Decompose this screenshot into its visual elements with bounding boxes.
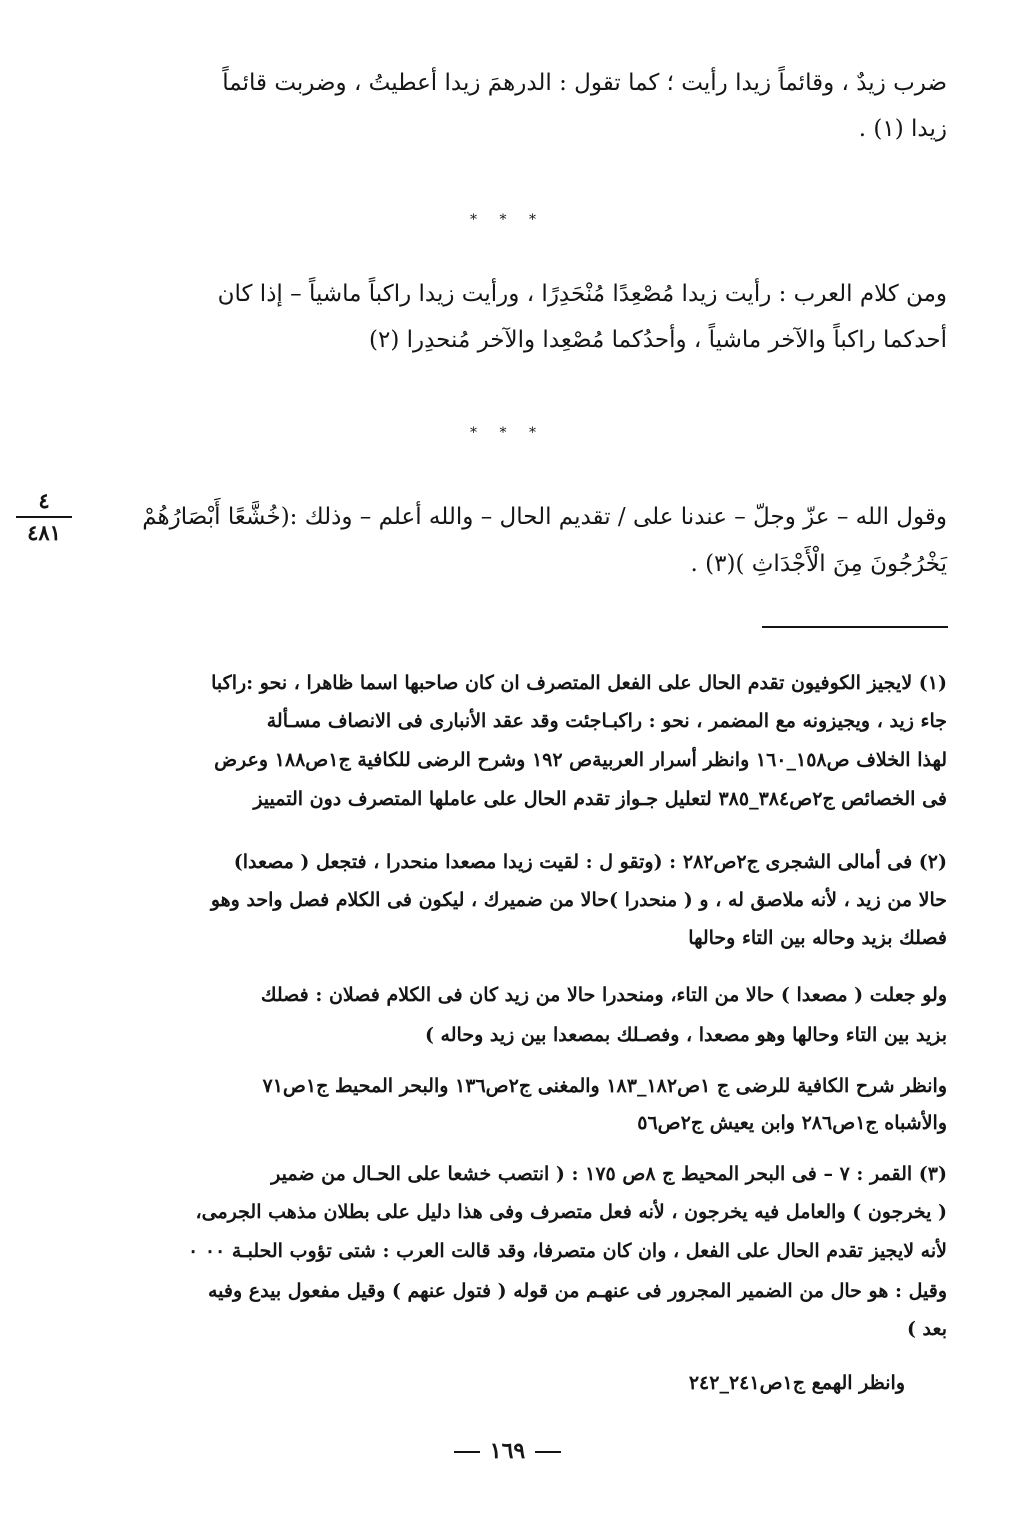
- main-text-line: أحدكما راكباً والآخر ماشياً ، وأحدُكما مُصْعِدا والآخر مُنحدِرا (٢): [368, 327, 947, 353]
- footnote-line: بزيد بين التاء وحالها وهو مصعدا ، وفصـلك بمصعدا بين زيد وحاله ): [424, 1024, 947, 1046]
- footnote-line: لهذا الخلاف ص١٥٨_١٦٠ وانظر أسرار العربيةص ١٩٢ وشرح الرضى للكافية ج١ص١٨٨ وعرض: [214, 749, 947, 771]
- margin-ref-divider: [16, 516, 72, 518]
- main-text-line: زيدا (١) .: [858, 116, 947, 142]
- footnote-line: والأشباه ج١ص٢٨٦ وابن يعيش ج٢ص٥٦: [637, 1112, 947, 1134]
- footnote-line: (٢) فى أمالى الشجرى ج٢ص٢٨٢ : (وتقو ل : لقيت زيدا مصعدا منحدرا ، فتجعل ( مصعدا): [233, 851, 947, 873]
- page-number-value: ١٦٩: [489, 1438, 526, 1464]
- page-number-dash: [454, 1451, 480, 1453]
- margin-ref-top: ٤: [38, 488, 50, 513]
- footnote-separator-rule: [762, 626, 948, 628]
- footnote-line: (١) لايجيز الكوفيون تقدم الحال على الفعل المتصرف ان كان صاحبها اسما ظاهرا ، نحو :راكبا: [211, 672, 947, 694]
- footnote-line: جاء زيد ، ويجيزونه مع المضمر ، نحو : راكبـاجئت وقد عقد الأنبارى فى الانصاف مسـألة: [266, 710, 947, 732]
- page-number-dash: [535, 1451, 561, 1453]
- footnote-line: وانظر شرح الكافية للرضى ج ١ص١٨٢_١٨٣ والمغنى ج٢ص١٣٦ والبحر المحيط ج١ص٧١: [262, 1075, 947, 1097]
- main-text-line: ومن كلام العرب : رأيت زيدا مُصْعِدًا مُنْحَدِرًا ، ورأيت زيدا راكباً ماشياً – إذا كان: [217, 281, 947, 307]
- footnote-line: لأنه لايجيز تقدم الحال على الفعل ، وان كان متصرفا، وقد قالت العرب : شتى تؤوب الحلبـة ٠٠ ٠: [187, 1240, 947, 1262]
- footnote-line: فى الخصائص ج٢ص٣٨٤_٣٨٥ لتعليل جـواز تقدم الحال على عاملها المتصرف دون التمييز: [253, 788, 947, 810]
- footnote-line: ولو جعلت ( مصعدا ) حالا من التاء، ومنحدرا حالا من زيد كان فى الكلام فصلان : فصلك: [260, 984, 947, 1006]
- footnote-line: ( يخرجون ) والعامل فيه يخرجون ، لأنه فعل متصرف وفى هذا دليل على بطلان مذهب الجرمى،: [195, 1201, 947, 1223]
- footnote-line: (٣) القمر : ٧ – فى البحر المحيط ج ٨ص ١٧٥ : ( انتصب خشعا على الحـال من ضمير: [271, 1163, 947, 1185]
- margin-ref-bottom: ٤٨١: [27, 520, 61, 545]
- margin-manuscript-reference: [16, 488, 72, 546]
- main-text-line: وقول الله – عزّ وجلّ – عندنا على / تقديم الحال – والله أعلم – وذلك :(خُشَّعًا أَبْصَارُهُمْ: [142, 504, 947, 530]
- main-text-line: ضرب زيدٌ ، وقائماً زيدا رأيت ؛ كما تقول : الدرهمَ زيدا أعطيتُ ، وضربت قائماً: [222, 70, 947, 96]
- section-separator: * * *: [470, 425, 545, 441]
- page-number: [0, 1438, 1015, 1464]
- footnote-line: وقيل : هو حال من الضمير المجرور فى عنهـم من قوله ( فتول عنهم ) وقيل مفعول بيدع وفيه: [208, 1280, 947, 1302]
- footnote-line: بعد ): [906, 1318, 947, 1340]
- footnote-line: فصلك بزيد وحاله بين التاء وحالها: [688, 927, 947, 949]
- section-separator: * * *: [470, 212, 545, 228]
- main-text-line: يَخْرُجُونَ مِنَ الْأَجْدَاثِ )(٣) .: [690, 551, 947, 577]
- footnote-line: حالا من زيد ، لأنه ملاصق له ، و ( منحدرا )حالا من ضميرك ، ليكون فى الكلام فصل واحد وهو: [210, 889, 947, 911]
- footnote-line: وانظر الهمع ج١ص٢٤١_٢٤٢: [688, 1372, 905, 1394]
